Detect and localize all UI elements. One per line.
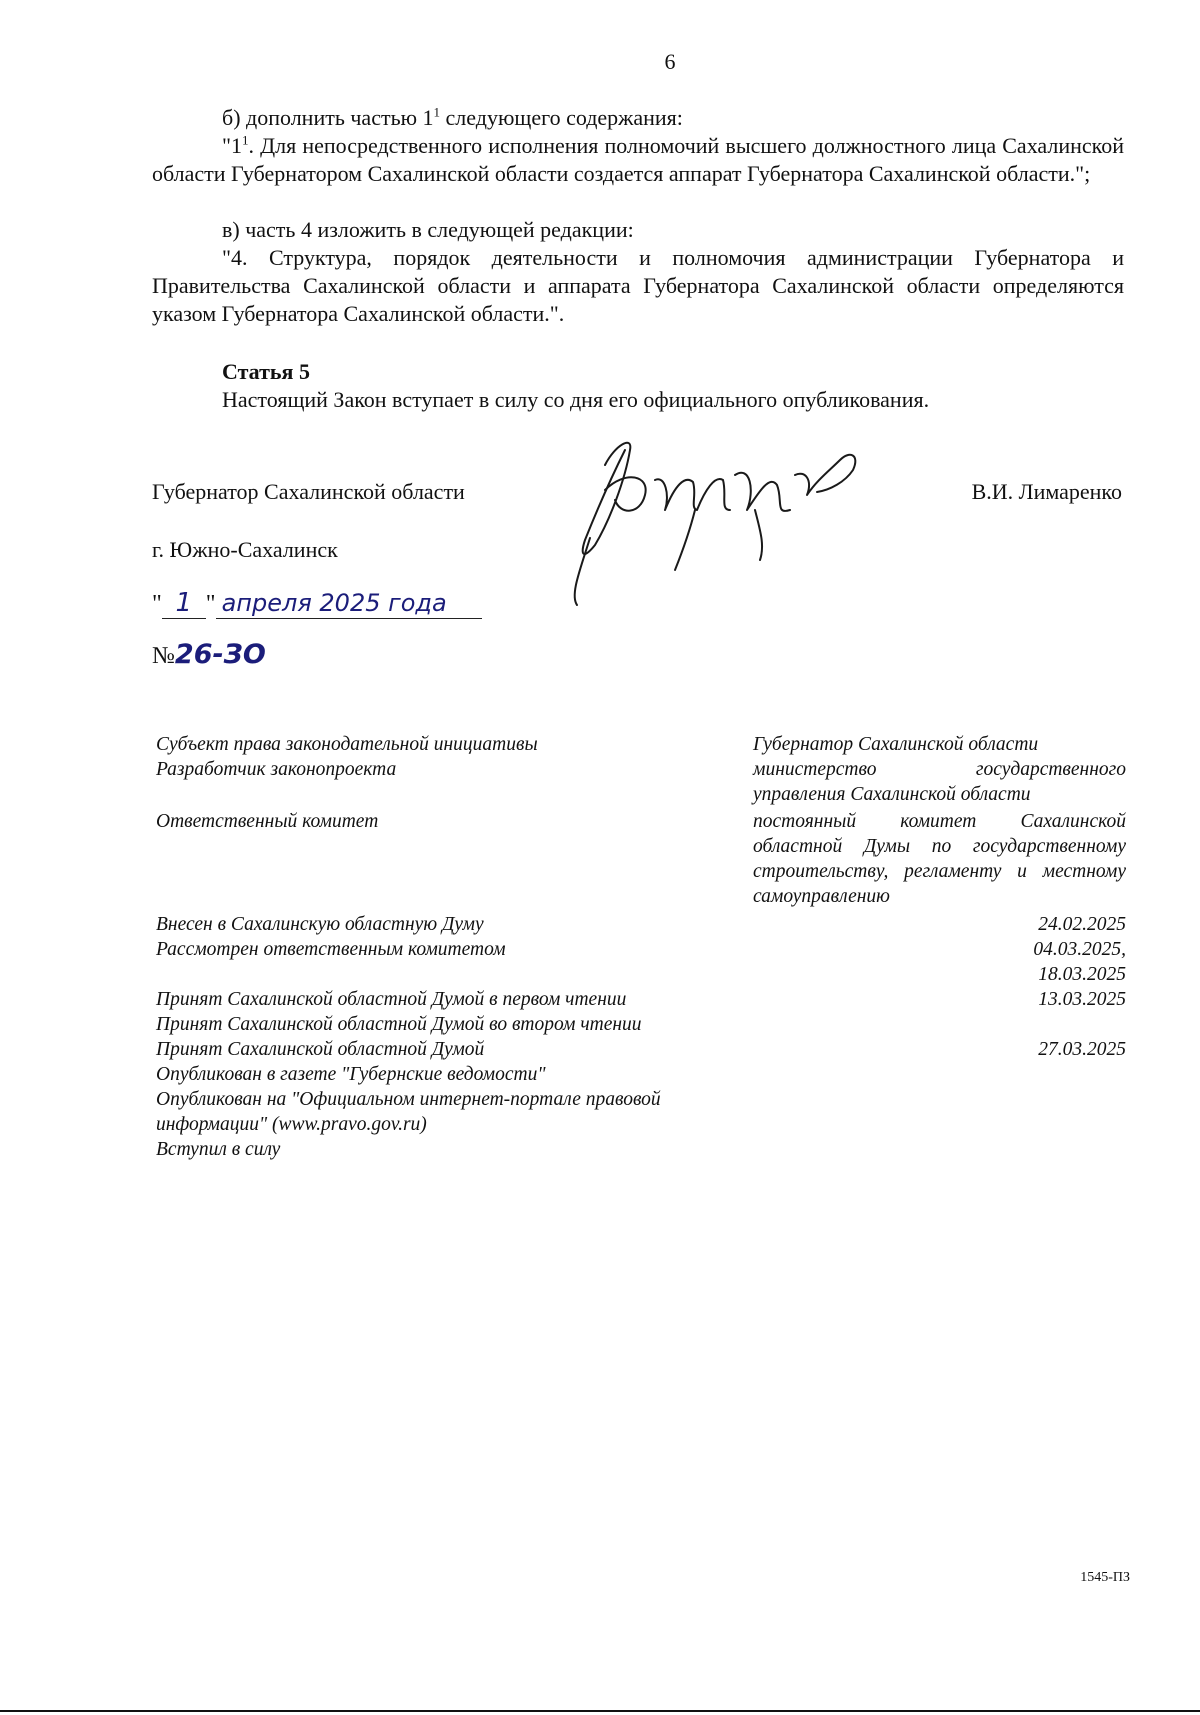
history-row: Рассмотрен ответственным комитетом 04.03.2025, xyxy=(156,939,1126,960)
info-right-committee: постоянный комитет Сахалинской областной Думы по государственному строительству, регламенту и местному самоуправлению xyxy=(753,811,1126,907)
history-row: Опубликован на "Официальном интернет-портале правовой информации" (www.pravo.gov.ru) xyxy=(156,1089,661,1135)
history-row: Внесен в Сахалинскую областную Думу 24.02.2025 xyxy=(156,914,1126,935)
amendment-v-line: в) часть 4 изложить в следующей редакции: xyxy=(222,217,634,242)
info-left-committee: Ответственный комитет xyxy=(156,811,379,832)
city: г. Южно-Сахалинск xyxy=(152,537,338,562)
history-row: Опубликован в газете "Губернские ведомости" xyxy=(156,1064,546,1085)
history-row: Принят Сахалинской областной Думой в первом чтении 13.03.2025 xyxy=(156,989,1126,1010)
article-title: Статья 5 xyxy=(222,359,310,384)
history-row: Принят Сахалинской областной Думой 27.03.2025 xyxy=(156,1039,1126,1060)
info-left-subject: Субъект права законодательной инициативы xyxy=(156,734,538,755)
date-day: 1 xyxy=(162,588,206,619)
info-right-developer: министерство государственного управления Сахалинской области xyxy=(753,759,1126,805)
scan-edge-line xyxy=(0,1710,1200,1712)
amendment-b-quote: "$1^1$. Для непосредственного исполнения полномочий высшего должностного лица Сахалинской области Губернатором Сахалинской области создается аппарат Губернатора Сахалинской области."; xyxy=(152,132,1124,186)
handwritten-signature xyxy=(555,420,885,620)
history-row: Вступил в силу xyxy=(156,1139,281,1160)
history-row: Принят Сахалинской областной Думой во втором чтении xyxy=(156,1014,642,1035)
info-left-developer: Разработчик законопроекта xyxy=(156,759,397,780)
article-text: Настоящий Закон вступает в силу со дня его официального опубликования. xyxy=(222,387,930,412)
amendment-b-line: б) дополнить частью $1^1$ следующего содержания: xyxy=(222,104,683,130)
law-number-handwritten: 26-ЗО xyxy=(174,639,266,670)
page-number: 6 xyxy=(664,49,676,74)
signatory-position: Губернатор Сахалинской области xyxy=(152,479,465,504)
amendment-v-quote: "4. Структура, порядок деятельности и полномочия администрации Губернатора и Правительства Сахалинской области и аппарата Губернатора Сахалинской области определяются указом Губернатора Сахалинской области.". xyxy=(152,245,1124,326)
signatory-name: В.И. Лимаренко xyxy=(971,479,1122,504)
info-right-subject: Губернатор Сахалинской области xyxy=(753,734,1039,755)
law-number: №26-ЗО xyxy=(152,639,266,670)
footer-code: 1545-ПЗ xyxy=(1080,1570,1130,1585)
date-month-year: апреля 2025 года xyxy=(216,588,482,619)
signing-date: " 1 " апреля 2025 года xyxy=(152,588,482,619)
history-row: 18.03.2025 xyxy=(1038,964,1126,985)
history-list xyxy=(156,912,1126,1162)
